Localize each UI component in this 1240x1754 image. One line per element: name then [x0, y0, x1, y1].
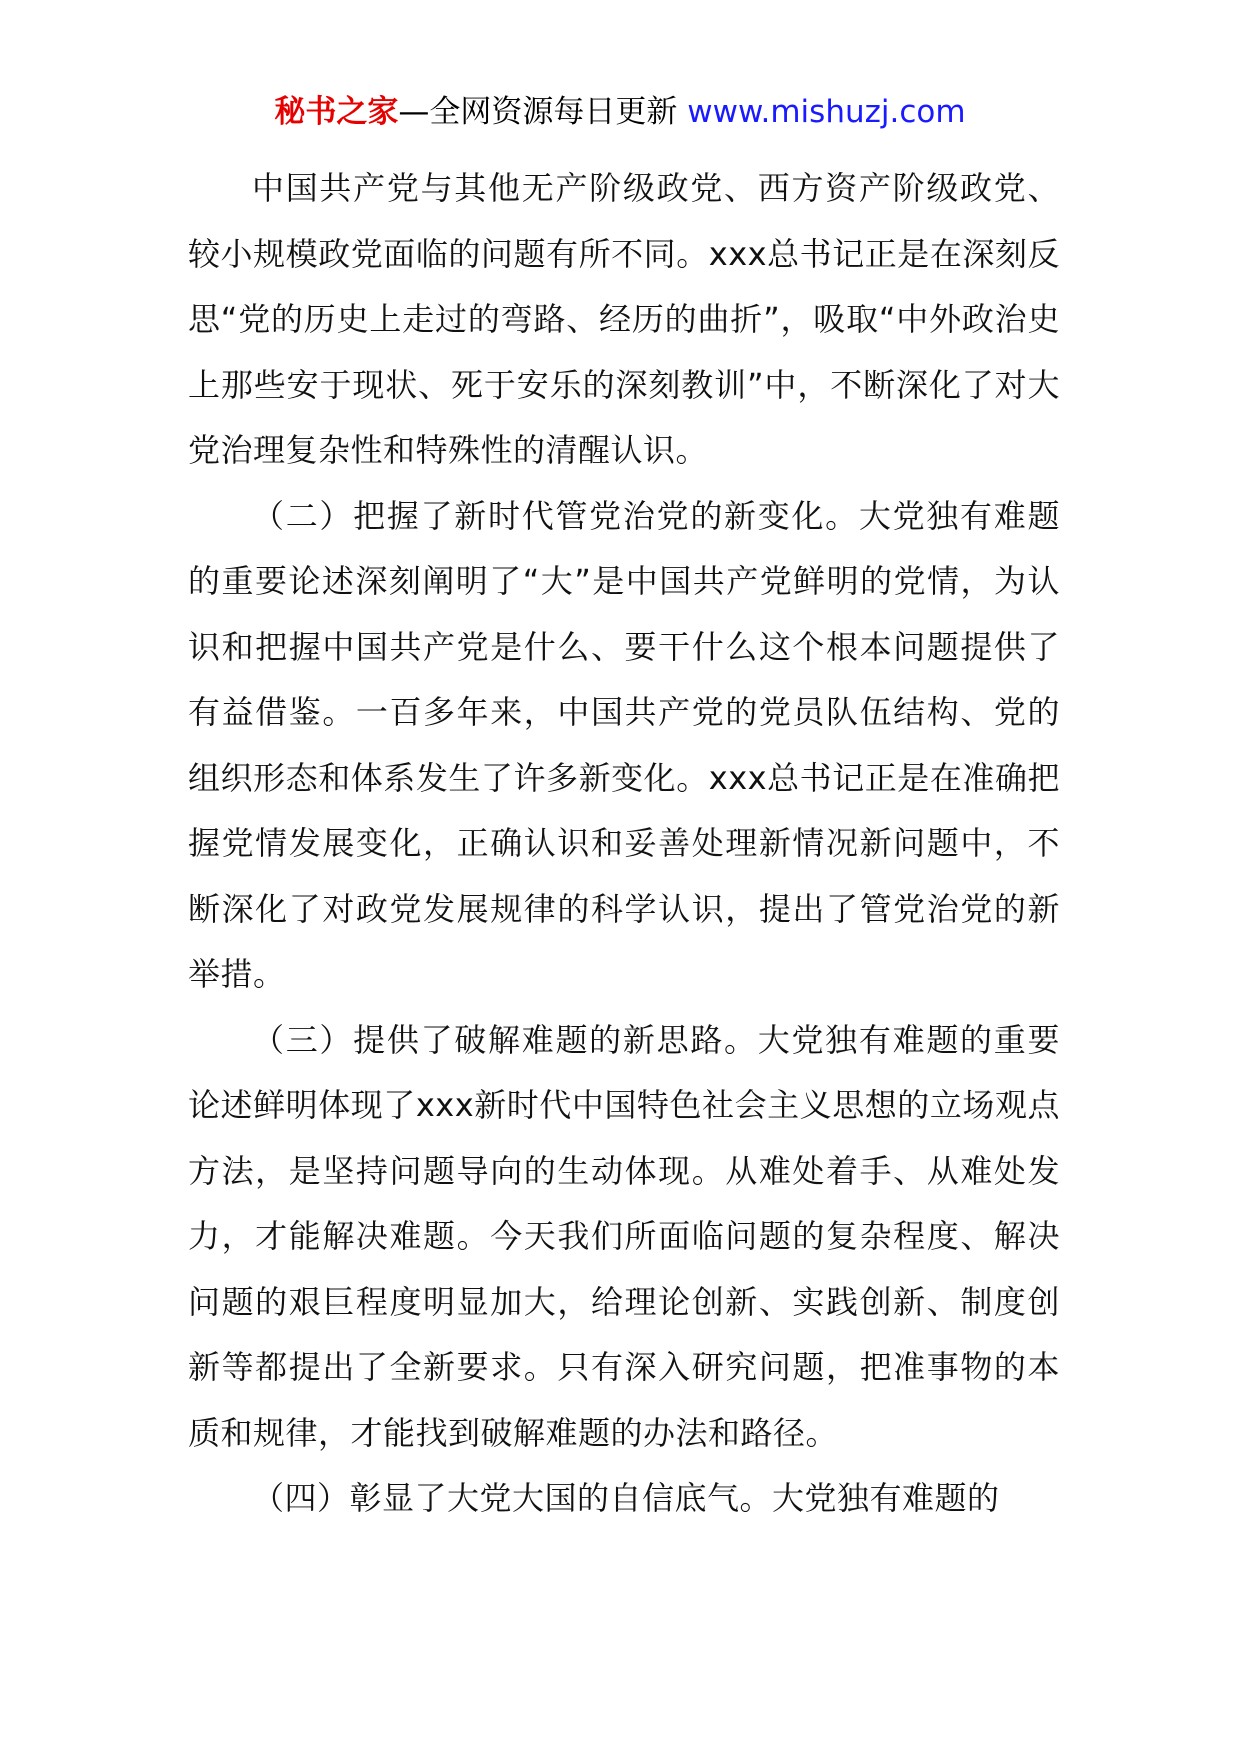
paragraph-4: （四）彰显了大党大国的自信底气。大党独有难题的	[252, 1479, 1000, 1517]
header-slogan: —全网资源每日更新	[398, 94, 678, 130]
document-body	[188, 156, 1060, 1532]
page-header	[0, 92, 1240, 132]
paragraph-1: 中国共产党与其他无产阶级政党、西方资产阶级政党、较小规模政党面临的问题有所不同。xxx总书记正是在深刻反思“党的历史上走过的弯路、经历的曲折”，吸取“中外政治史上那些安于现状、死于安乐的深刻教训”中，不断深化了对大党治理复杂性和特殊性的清醒认识。	[188, 169, 1060, 469]
website-url[interactable]: www.mishuzj.com	[687, 94, 966, 130]
paragraph-2: （二）把握了新时代管党治党的新变化。大党独有难题的重要论述深刻阐明了“大”是中国共产党鲜明的党情，为认识和把握中国共产党是什么、要干什么这个根本问题提供了有益借鉴。一百多年来，中国共产党的党员队伍结构、党的组织形态和体系发生了许多新变化。xxx总书记正是在准确把握党情发展变化，正确认识和妥善处理新情况新问题中，不断深化了对政党发展规律的科学认识，提出了管党治党的新举措。	[188, 496, 1060, 993]
brand-name: 秘书之家	[274, 94, 399, 130]
paragraph-3: （三）提供了破解难题的新思路。大党独有难题的重要论述鲜明体现了xxx新时代中国特色社会主义思想的立场观点方法，是坚持问题导向的生动体现。从难处着手、从难处发力，才能解决难题。今天我们所面临问题的复杂程度、解决问题的艰巨程度明显加大，给理论创新、实践创新、制度创新等都提出了全新要求。只有深入研究问题，把准事物的本质和规律，才能找到破解难题的办法和路径。	[188, 1020, 1060, 1452]
